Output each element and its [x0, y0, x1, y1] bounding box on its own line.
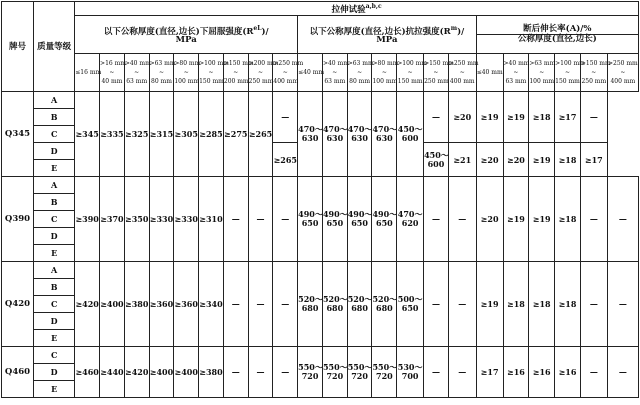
- value-line: 470～: [322, 124, 348, 134]
- yield-thickness-5: [199, 54, 229, 92]
- value-cell: [298, 347, 323, 398]
- value-cell: —: [607, 177, 638, 262]
- value-line: 700: [401, 371, 419, 381]
- value-line: 520～: [298, 294, 323, 304]
- value-line: 720: [376, 371, 393, 381]
- elong-thickness-0-a: ≤40 mm: [476, 69, 503, 76]
- value-cell: ≥19: [476, 262, 503, 347]
- elong-thickness-4: [580, 54, 611, 92]
- value-cell: —: [248, 347, 273, 398]
- value-cell: —: [424, 347, 449, 398]
- value-cell: [372, 92, 397, 177]
- elong-thickness-4-b: ~: [591, 69, 597, 76]
- value-line: 470～: [372, 124, 398, 134]
- value-cell: —: [424, 92, 449, 143]
- yield-thickness-2-a: >40 mm: [124, 60, 151, 67]
- grade-cell: C: [34, 126, 75, 143]
- tensile-title: 以下公称厚度(直径,边长)抗拉强度(R: [309, 26, 451, 37]
- value-cell: ≥17: [555, 92, 581, 143]
- value-cell: [347, 347, 372, 398]
- value-cell: ≥18: [555, 143, 581, 177]
- value-cell: ≥21: [448, 143, 476, 177]
- tensile-thickness-5-b: ~: [433, 69, 439, 76]
- yield-thickness-0-a: ≤16 mm: [75, 69, 102, 76]
- grade-cell: A: [34, 92, 75, 109]
- value-line: 530～: [397, 362, 423, 372]
- elong-thickness-5-a: >250 mm: [607, 60, 638, 67]
- tensile-thickness-3-b: ~: [381, 69, 387, 76]
- elong-thickness-1-b: ~: [513, 69, 519, 76]
- elong-thickness-0: [476, 54, 503, 92]
- value-cell: [298, 177, 323, 262]
- elong-thickness-5-c: 400 mm: [610, 78, 636, 85]
- tensile-thickness-4-c: 150 mm: [397, 78, 423, 85]
- value-cell: —: [273, 177, 298, 262]
- value-cell: —: [448, 347, 476, 398]
- value-cell: ≥390: [75, 177, 100, 262]
- value-line: 470～: [298, 124, 323, 134]
- value-cell: ≥18: [555, 177, 581, 262]
- elong-thickness-5-b: ~: [620, 69, 626, 76]
- value-cell: ≥440: [100, 347, 125, 398]
- value-cell: —: [580, 262, 607, 347]
- value-cell: ≥400: [149, 347, 174, 398]
- value-line: 520～: [347, 294, 373, 304]
- elong-thickness-1-a: >40 mm: [503, 60, 530, 67]
- elong-thickness-2: [529, 54, 555, 92]
- value-cell: —: [580, 92, 607, 143]
- yield-thickness-5-c: 150 mm: [199, 78, 224, 85]
- value-cell: ≥305: [174, 92, 199, 177]
- value-cell: —: [424, 262, 449, 347]
- yield-thickness-0: [75, 54, 100, 92]
- yield-thickness-8: [273, 54, 304, 92]
- grade-cell: B: [34, 109, 75, 126]
- elong-thickness-4-a: >150 mm: [580, 60, 611, 67]
- value-cell: ≥17: [476, 347, 503, 398]
- tensile-thickness-1-b: ~: [332, 69, 338, 76]
- elong-thickness-1-c: 63 mm: [505, 78, 527, 85]
- value-line: 550～: [372, 362, 398, 372]
- tensile-thickness-6: [448, 54, 479, 92]
- value-line: 630: [326, 133, 344, 143]
- tensile-thickness-5-c: 250 mm: [424, 78, 449, 85]
- value-cell: —: [248, 262, 273, 347]
- yield-title: 以下公称厚度(直径,边长)下屈服强度(R: [103, 26, 254, 37]
- value-cell: —: [448, 177, 476, 262]
- tensile-thickness-5-a: >150 mm: [424, 60, 454, 67]
- tensile-thickness-6-a: >250 mm: [448, 60, 479, 67]
- elong-thickness-2-b: ~: [539, 69, 545, 76]
- value-line: 680: [326, 303, 344, 313]
- thickness-header-row: [2, 54, 639, 92]
- grade-cell: A: [34, 262, 75, 279]
- tensile-thickness-6-c: 400 mm: [449, 78, 475, 85]
- table-row: [2, 262, 639, 279]
- value-cell: [322, 347, 347, 398]
- value-line: 550～: [298, 362, 323, 372]
- tensile-thickness-0-a: ≤40 mm: [298, 69, 325, 76]
- value-line: 680: [376, 303, 393, 313]
- value-cell: ≥16: [503, 347, 529, 398]
- tensile-strength-header: [298, 16, 477, 54]
- value-cell: [397, 177, 424, 262]
- tensile-thickness-4: [397, 54, 427, 92]
- value-cell: —: [424, 177, 449, 262]
- yield-thickness-7-a: >200 mm: [248, 60, 279, 67]
- value-cell: ≥370: [100, 177, 125, 262]
- value-cell: ≥18: [529, 92, 555, 143]
- grade-cell: D: [34, 143, 75, 160]
- value-cell: ≥340: [199, 262, 224, 347]
- yield-thickness-7: [248, 54, 279, 92]
- brand-cell: Q390: [2, 177, 34, 262]
- yield-thickness-4-b: ~: [183, 69, 189, 76]
- yield-thickness-2-c: 63 mm: [126, 78, 148, 85]
- value-cell: ≥310: [199, 177, 224, 262]
- tensile-test-note: a,b,c: [365, 3, 382, 11]
- yield-thickness-3-c: 80 mm: [151, 78, 172, 85]
- value-cell: ≥18: [503, 262, 529, 347]
- value-line: 650: [326, 218, 344, 228]
- value-line: 630: [301, 133, 319, 143]
- yield-thickness-1-c: 40 mm: [101, 78, 123, 85]
- elongation-title: 断后伸长率(A)/%: [523, 24, 592, 34]
- value-cell: ≥360: [149, 262, 174, 347]
- value-line: 650: [376, 218, 393, 228]
- value-cell: —: [607, 347, 638, 398]
- tensile-thickness-4-b: ~: [407, 69, 413, 76]
- grade-cell: C: [34, 296, 75, 313]
- elongation-header: [476, 16, 638, 54]
- value-cell: ≥380: [199, 347, 224, 398]
- value-cell: ≥20: [448, 92, 476, 143]
- value-line: 520～: [372, 294, 398, 304]
- tensile-thickness-4-a: >100 mm: [397, 60, 427, 67]
- value-line: 550～: [347, 362, 373, 372]
- tensile-sub: m: [450, 24, 458, 32]
- yield-unit: MPa: [175, 35, 197, 46]
- value-cell: ≥285: [199, 92, 224, 177]
- value-cell: ≥420: [124, 347, 149, 398]
- yield-tail: )/: [261, 26, 269, 37]
- value-line: 680: [301, 303, 319, 313]
- yield-sub: eL: [253, 24, 262, 32]
- value-cell: ≥20: [476, 177, 503, 262]
- table-row: [2, 92, 639, 109]
- tensile-thickness-2-b: ~: [357, 69, 363, 76]
- value-line: 680: [351, 303, 368, 313]
- elong-thickness-2-c: 100 mm: [529, 78, 555, 85]
- tensile-tail: )/: [457, 26, 465, 37]
- value-cell: ≥20: [476, 143, 503, 177]
- value-cell: [372, 262, 397, 347]
- value-cell: [397, 92, 424, 177]
- value-cell: —: [273, 262, 298, 347]
- yield-thickness-8-b: ~: [282, 69, 288, 76]
- elongation-sub: 公称厚度(直径,边长): [477, 34, 638, 44]
- value-cell: ≥19: [503, 177, 529, 262]
- elong-thickness-5: [607, 54, 638, 92]
- brand-cell: Q345: [2, 92, 34, 177]
- value-cell: —: [248, 177, 273, 262]
- value-cell: ≥400: [174, 347, 199, 398]
- value-cell: ≥380: [124, 262, 149, 347]
- tensile-properties-table: [1, 1, 639, 398]
- tensile-thickness-5: [424, 54, 454, 92]
- value-cell: [298, 92, 323, 177]
- yield-thickness-3-b: ~: [158, 69, 164, 76]
- tensile-thickness-3-a: >80 mm: [372, 60, 399, 67]
- value-cell: ≥400: [100, 262, 125, 347]
- value-line: 620: [401, 218, 419, 228]
- tensile-thickness-2: [347, 54, 372, 92]
- value-cell: ≥330: [174, 177, 199, 262]
- yield-thickness-7-b: ~: [258, 69, 264, 76]
- tensile-thickness-1-c: 63 mm: [324, 78, 346, 85]
- value-cell: [347, 92, 372, 177]
- tensile-thickness-1-a: >40 mm: [322, 60, 349, 67]
- value-cell: ≥20: [503, 143, 529, 177]
- value-line: 490～: [322, 209, 348, 219]
- grade-cell: C: [34, 347, 75, 364]
- yield-thickness-6-b: ~: [233, 69, 239, 76]
- value-cell: [322, 92, 347, 177]
- elong-thickness-4-c: 250 mm: [581, 78, 607, 85]
- value-cell: ≥335: [100, 92, 125, 177]
- value-cell: —: [607, 262, 638, 347]
- value-line: 490～: [347, 209, 373, 219]
- tensile-thickness-3: [372, 54, 397, 92]
- grade-cell: D: [34, 228, 75, 245]
- value-line: 630: [376, 133, 393, 143]
- value-cell: —: [273, 347, 298, 398]
- value-cell: ≥275: [223, 92, 248, 177]
- value-line: 650: [301, 218, 319, 228]
- value-cell: ≥345: [75, 92, 100, 177]
- value-line: 550～: [322, 362, 348, 372]
- brand-cell: Q420: [2, 262, 34, 347]
- value-cell: —: [273, 92, 298, 143]
- value-cell: —: [223, 262, 248, 347]
- value-cell: [372, 347, 397, 398]
- value-cell: ≥265: [273, 143, 298, 177]
- value-line: 490～: [372, 209, 398, 219]
- tensile-test-header: [75, 2, 639, 16]
- steel-spec-table-sheet: [1, 1, 639, 403]
- value-cell: ≥325: [124, 92, 149, 177]
- value-line: 650: [401, 303, 419, 313]
- grade-cell: A: [34, 177, 75, 194]
- grade-cell: E: [34, 381, 75, 398]
- value-line: 600: [401, 133, 419, 143]
- value-cell: ≥16: [555, 347, 581, 398]
- value-line: 470～: [347, 124, 373, 134]
- value-line: 490～: [298, 209, 323, 219]
- value-line: 520～: [322, 294, 348, 304]
- elong-thickness-1: [503, 54, 529, 92]
- yield-strength-header: [75, 16, 298, 54]
- value-cell: [397, 347, 424, 398]
- yield-thickness-7-c: 250 mm: [248, 78, 274, 85]
- value-cell: ≥19: [529, 143, 555, 177]
- value-cell: —: [580, 347, 607, 398]
- yield-thickness-6: [223, 54, 254, 92]
- grade-cell: D: [34, 313, 75, 330]
- yield-thickness-3-a: >63 mm: [149, 60, 176, 67]
- value-line: 720: [301, 371, 319, 381]
- tensile-thickness-3-c: 100 mm: [372, 78, 398, 85]
- tensile-thickness-6-b: ~: [459, 69, 465, 76]
- grade-cell: E: [34, 245, 75, 262]
- yield-thickness-2-b: ~: [134, 69, 140, 76]
- value-cell: —: [580, 177, 607, 262]
- tensile-thickness-2-c: 80 mm: [349, 78, 371, 85]
- yield-thickness-6-a: >150 mm: [223, 60, 254, 67]
- value-cell: ≥19: [476, 92, 503, 143]
- value-cell: [322, 177, 347, 262]
- tensile-thickness-2-a: >63 mm: [347, 60, 374, 67]
- value-cell: [347, 262, 372, 347]
- brand-cell: Q460: [2, 347, 34, 398]
- value-line: 450～: [397, 124, 423, 134]
- yield-thickness-5-b: ~: [208, 69, 214, 76]
- yield-thickness-1-b: ~: [109, 69, 115, 76]
- value-cell: [424, 143, 449, 177]
- value-cell: ≥315: [149, 92, 174, 177]
- elong-thickness-3-c: 150 mm: [555, 78, 580, 85]
- value-cell: —: [223, 347, 248, 398]
- value-line: 720: [351, 371, 368, 381]
- yield-thickness-1-a: >16 mm: [100, 60, 126, 67]
- grade-cell: D: [34, 364, 75, 381]
- tensile-test-title: 拉伸试验: [331, 4, 366, 15]
- table-row: [2, 347, 639, 364]
- yield-thickness-2: [124, 54, 149, 92]
- value-line: 600: [427, 158, 445, 169]
- value-cell: [298, 262, 323, 347]
- value-cell: —: [223, 177, 248, 262]
- yield-thickness-4: [174, 54, 199, 92]
- yield-thickness-5-a: >100 mm: [199, 60, 229, 67]
- elong-thickness-3-b: ~: [564, 69, 571, 76]
- grade-cell: B: [34, 279, 75, 296]
- elong-thickness-3-a: >100 mm: [555, 60, 585, 67]
- value-line: 720: [326, 371, 344, 381]
- value-cell: ≥17: [580, 143, 607, 177]
- brand-header: 牌号: [2, 2, 34, 92]
- yield-thickness-6-c: 200 mm: [223, 78, 249, 85]
- value-line: 450～: [424, 149, 449, 160]
- value-cell: ≥19: [529, 177, 555, 262]
- value-line: 630: [351, 133, 368, 143]
- grade-cell: E: [34, 330, 75, 347]
- value-cell: ≥19: [503, 92, 529, 143]
- value-line: 650: [351, 218, 368, 228]
- value-cell: ≥18: [555, 262, 581, 347]
- value-cell: ≥18: [529, 262, 555, 347]
- grade-cell: C: [34, 211, 75, 228]
- tensile-thickness-1: [322, 54, 347, 92]
- grade-cell: E: [34, 160, 75, 177]
- value-cell: ≥16: [529, 347, 555, 398]
- value-cell: ≥330: [149, 177, 174, 262]
- value-cell: [322, 262, 347, 347]
- value-cell: ≥420: [75, 262, 100, 347]
- yield-thickness-4-c: 100 mm: [174, 78, 200, 85]
- value-cell: [372, 177, 397, 262]
- value-line: 500～: [397, 294, 423, 304]
- grade-cell: B: [34, 194, 75, 211]
- value-cell: —: [448, 262, 476, 347]
- value-cell: ≥350: [124, 177, 149, 262]
- value-cell: [347, 177, 372, 262]
- value-line: 470～: [397, 209, 423, 219]
- yield-thickness-8-c: 400 mm: [273, 78, 299, 85]
- yield-thickness-1: [100, 54, 125, 92]
- elong-thickness-3: [555, 54, 585, 92]
- yield-thickness-4-a: >80 mm: [174, 60, 201, 67]
- tensile-unit: MPa: [376, 35, 398, 46]
- quality-grade-header: 质量等级: [34, 2, 75, 92]
- yield-thickness-8-a: >250 mm: [273, 60, 304, 67]
- value-cell: ≥360: [174, 262, 199, 347]
- yield-thickness-3: [149, 54, 174, 92]
- value-cell: [397, 262, 424, 347]
- value-cell: ≥460: [75, 347, 100, 398]
- elong-thickness-2-a: >63 mm: [529, 60, 556, 67]
- table-row: [2, 177, 639, 194]
- value-cell: ≥265: [248, 92, 273, 177]
